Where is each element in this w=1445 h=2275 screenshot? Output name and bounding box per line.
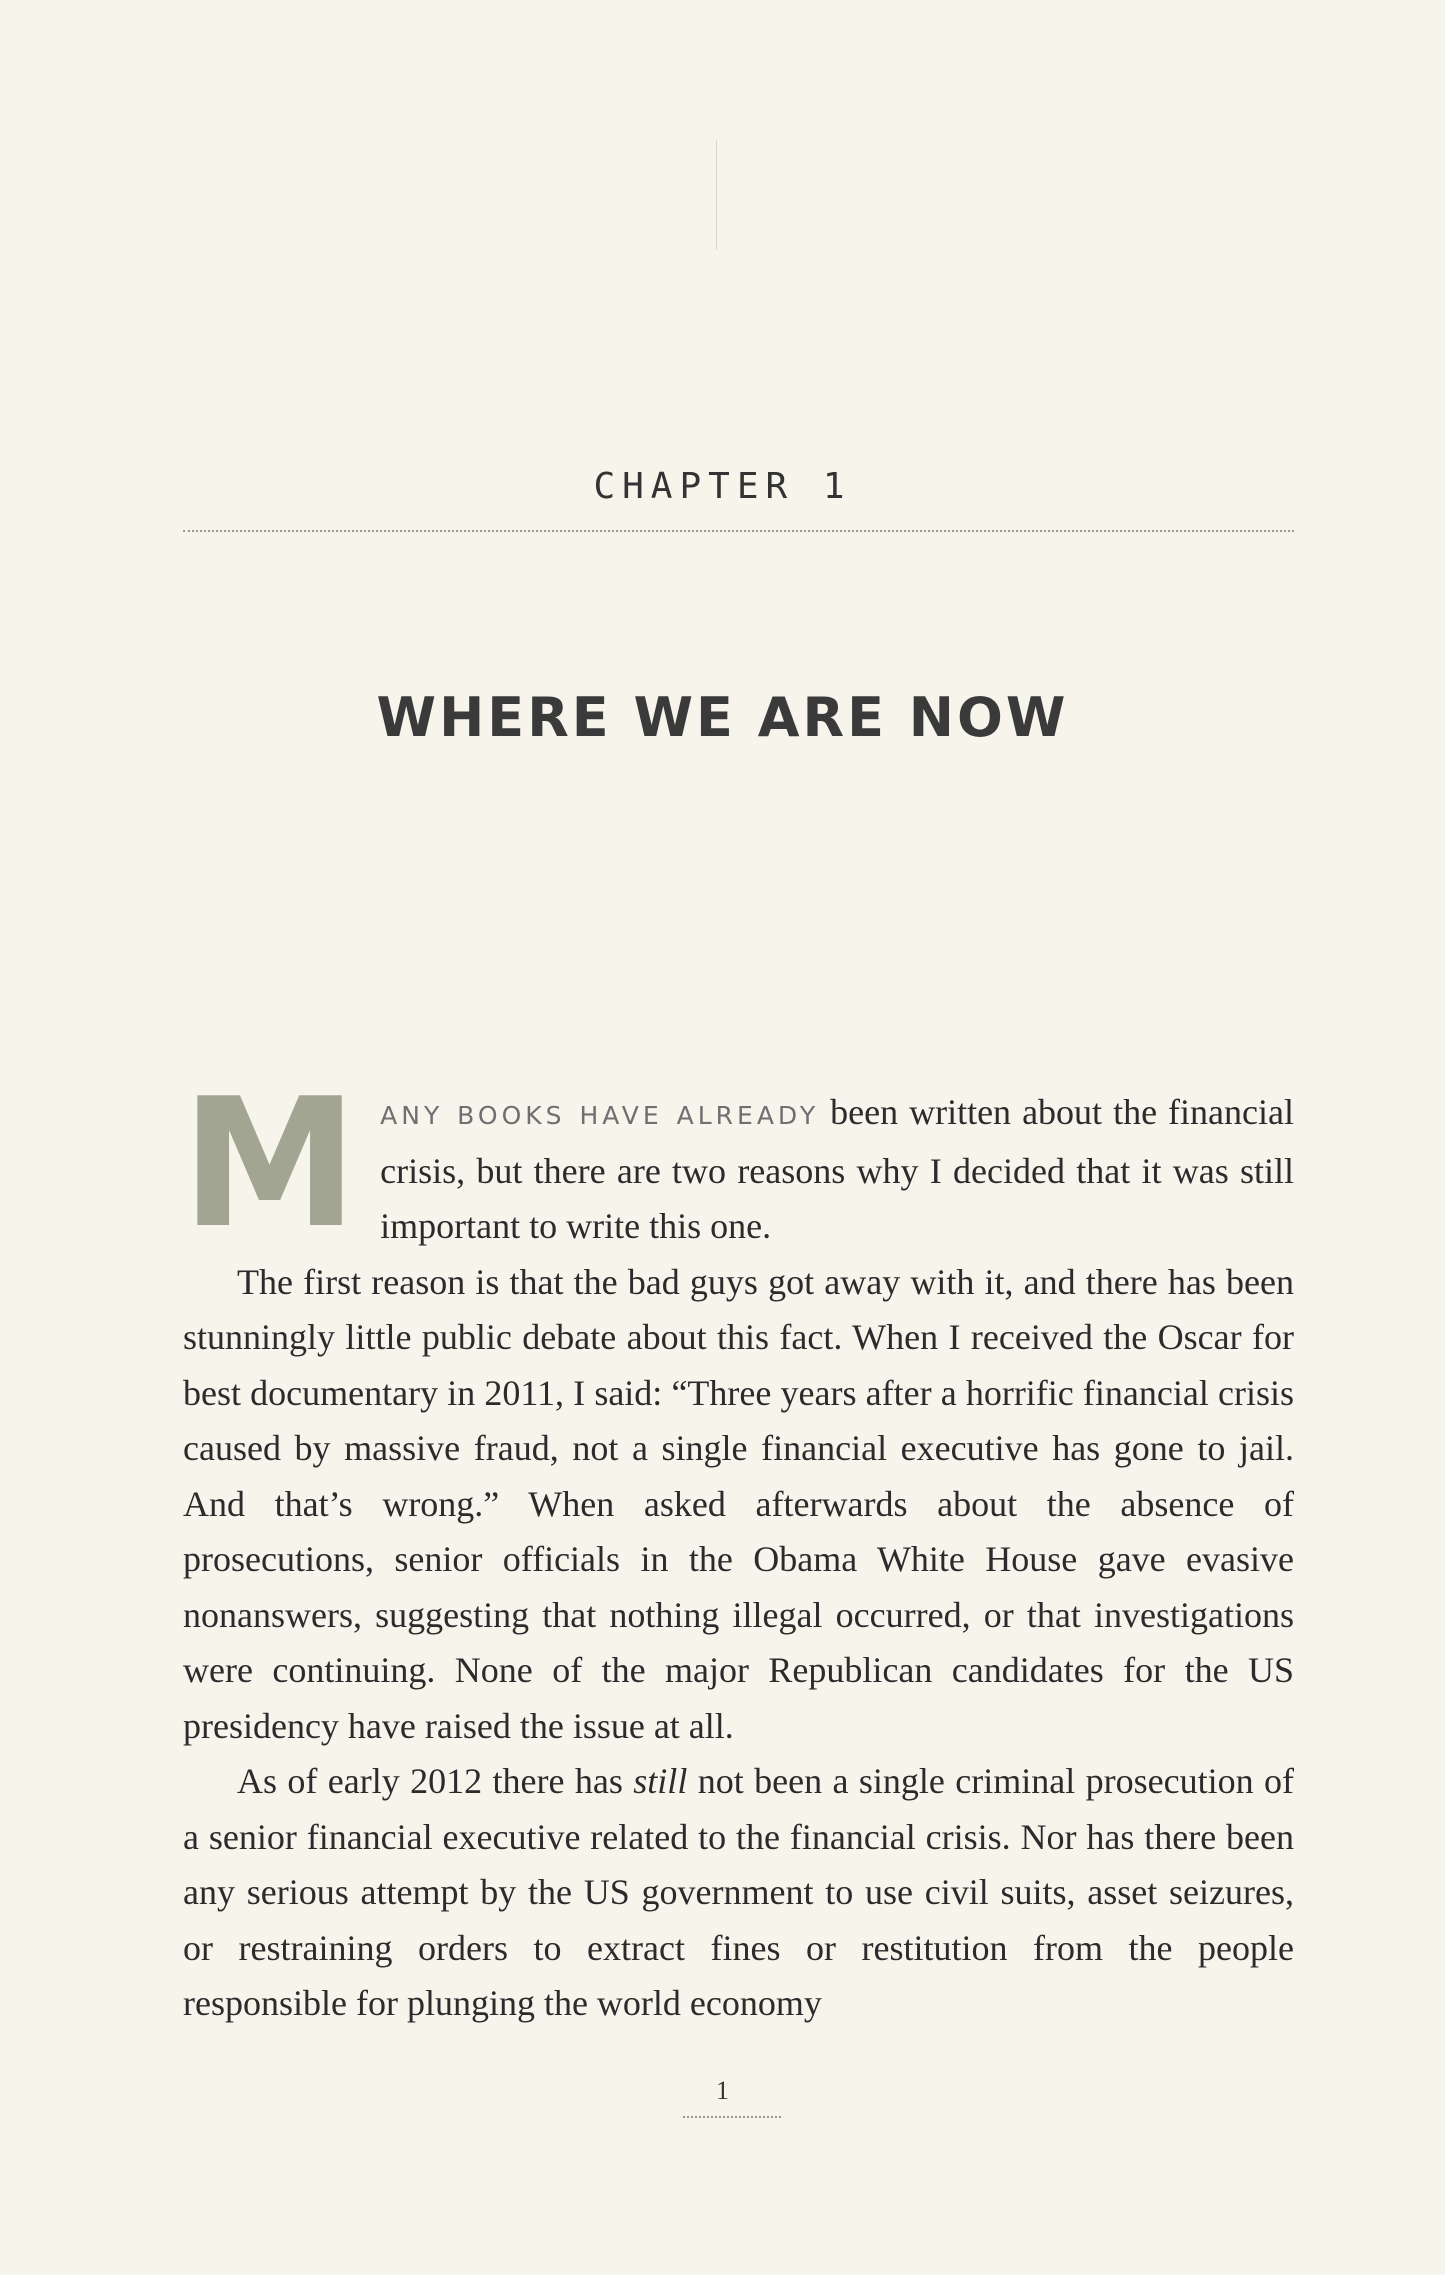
paragraph — [183, 1754, 1294, 2032]
drop-cap: M — [181, 1060, 359, 1267]
opening-text: been written about the financial crisis, but there are two reasons why I decided that it was still important to write this one. — [380, 1092, 1294, 1246]
page-number-divider — [683, 2116, 781, 2118]
opening-small-caps: ANY BOOKS HAVE ALREADY — [380, 1101, 820, 1130]
paragraph: The first reason is that the bad guys got away with it, and there has been stunningly little public debate about this fact. When I received the Oscar for best documentary in 2011, I said: “Three years after a horrific financial crisis caused by massive fraud, not a single financial executive has gone to jail. And that’s wrong.” When asked afterwards about the absence of prosecutions, senior officials in the Obama White House gave evasive nonanswers, suggesting that nothing illegal occurred, or that investigations were continuing. None of the major Republican candidates for the US presidency have raised the issue at all. — [183, 1261, 1294, 1746]
chapter-divider — [183, 530, 1294, 532]
paragraph-text: As of early 2012 there has — [237, 1761, 634, 1801]
opening-paragraph — [181, 1060, 1294, 1267]
scan-artifact — [716, 140, 717, 250]
paragraph-text: not been a single criminal prosecution of a senior financial executive related to the financial crisis. Nor has there been any serious attempt by the US government to use civil suits, asset seizures, or restraining orders to extract fines or restitution from the people responsible for plunging the world economy — [183, 1761, 1294, 2023]
chapter-label: CHAPTER 1 — [593, 466, 852, 507]
emphasis-text: still — [633, 1761, 688, 1801]
body-text — [181, 1060, 1294, 2032]
chapter-title: WHERE WE ARE NOW — [376, 686, 1069, 749]
page-number: 1 — [716, 2076, 729, 2105]
